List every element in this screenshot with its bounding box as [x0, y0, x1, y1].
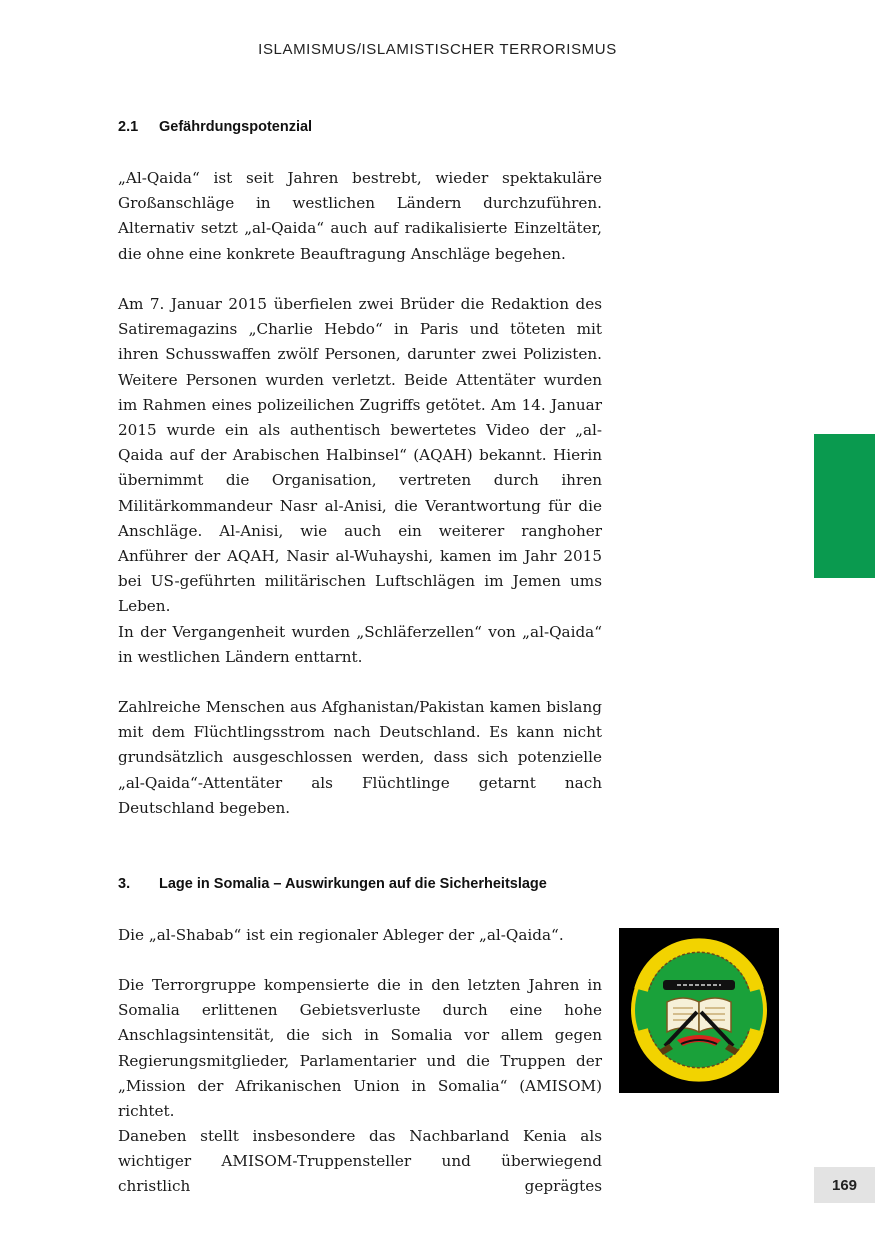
section-title: Gefährdungspotenzial: [159, 119, 313, 135]
emblem-graphic: [619, 928, 779, 1093]
paragraph: Die „al-Shabab“ ist ein regionaler Ableger der „al-Qaida“.: [118, 926, 564, 944]
section-3-heading: [118, 876, 602, 892]
paragraph: Die Terrorgruppe kompensierte die in den letzten Jahren in Somalia erlittenen Gebietsverluste durch eine hohe Anschlagsintensität, die sich in Somalia vor allem gegen Regierungsmitglieder, Parlamentarier und die Truppen der „Mission der Afrikanischen Union in Somalia“ (AMISOM) richtet.: [118, 976, 602, 1121]
section-2-1-heading: [118, 119, 602, 135]
al-shabab-emblem: [619, 928, 779, 1093]
section-number: 3.: [118, 876, 131, 892]
running-header: ISLAMISMUS/ISLAMISTISCHER TERRORISMUS: [258, 41, 617, 58]
section-number: 2.1: [118, 119, 139, 135]
paragraph: „Al-Qaida“ ist seit Jahren bestrebt, wieder spektakuläre Großanschläge in westlichen Ländern durchzuführen. Alternativ setzt „al-Qaida“ auch auf radikalisierte Einzeltäter, die ohne eine konkrete Beauftragung Anschläge begehen.: [118, 169, 602, 263]
paragraph: Zahlreiche Menschen aus Afghanistan/Pakistan kamen bislang mit dem Flüchtlingsstrom nach Deutschland. Es kann nicht grundsätzlich ausgeschlossen werden, dass sich potenzielle „al-Qaida“-Attentäter als Flüchtlinge getarnt nach Deutschland begeben.: [118, 698, 602, 817]
section-title: Lage in Somalia – Auswirkungen auf die Sicherheitslage: [159, 876, 547, 892]
paragraph: Am 7. Januar 2015 überfielen zwei Brüder die Redaktion des Satiremagazins „Charlie Hebdo“ in Paris und töteten mit ihren Schusswaffen zwölf Personen, darunter zwei Polizisten. Weitere Personen wurden verletzt. Beide Attentäter wurden im Rahmen eines polizeilichen Zugriffs getötet. Am 14. Januar 2015 wurde ein als authentisch bewertetes Video der „al-Qaida auf der Arabischen Halbinsel“ (AQAH) bekannt. Hierin übernimmt die Organisation, vertreten durch ihren Militärkommandeur Nasr al-Anisi, die Verantwortung für die Anschläge. Al-Anisi, wie auch ein weiterer ranghoher Anführer der AQAH, Nasir al-Wuhayshi, kamen im Jahr 2015 bei US-geführten militärischen Luftschlägen im Jemen ums Leben.: [118, 295, 602, 616]
paragraph: In der Vergangenheit wurden „Schläferzellen“ von „al-Qaida“ in westlichen Ländern enttarnt.: [118, 623, 602, 667]
chapter-tab: [814, 434, 875, 578]
paragraph: Daneben stellt insbesondere das Nachbarland Kenia als wichtiger AMISOM-Truppensteller und überwiegend christlich geprägtes: [118, 1127, 602, 1196]
page-number: 169: [814, 1167, 875, 1203]
